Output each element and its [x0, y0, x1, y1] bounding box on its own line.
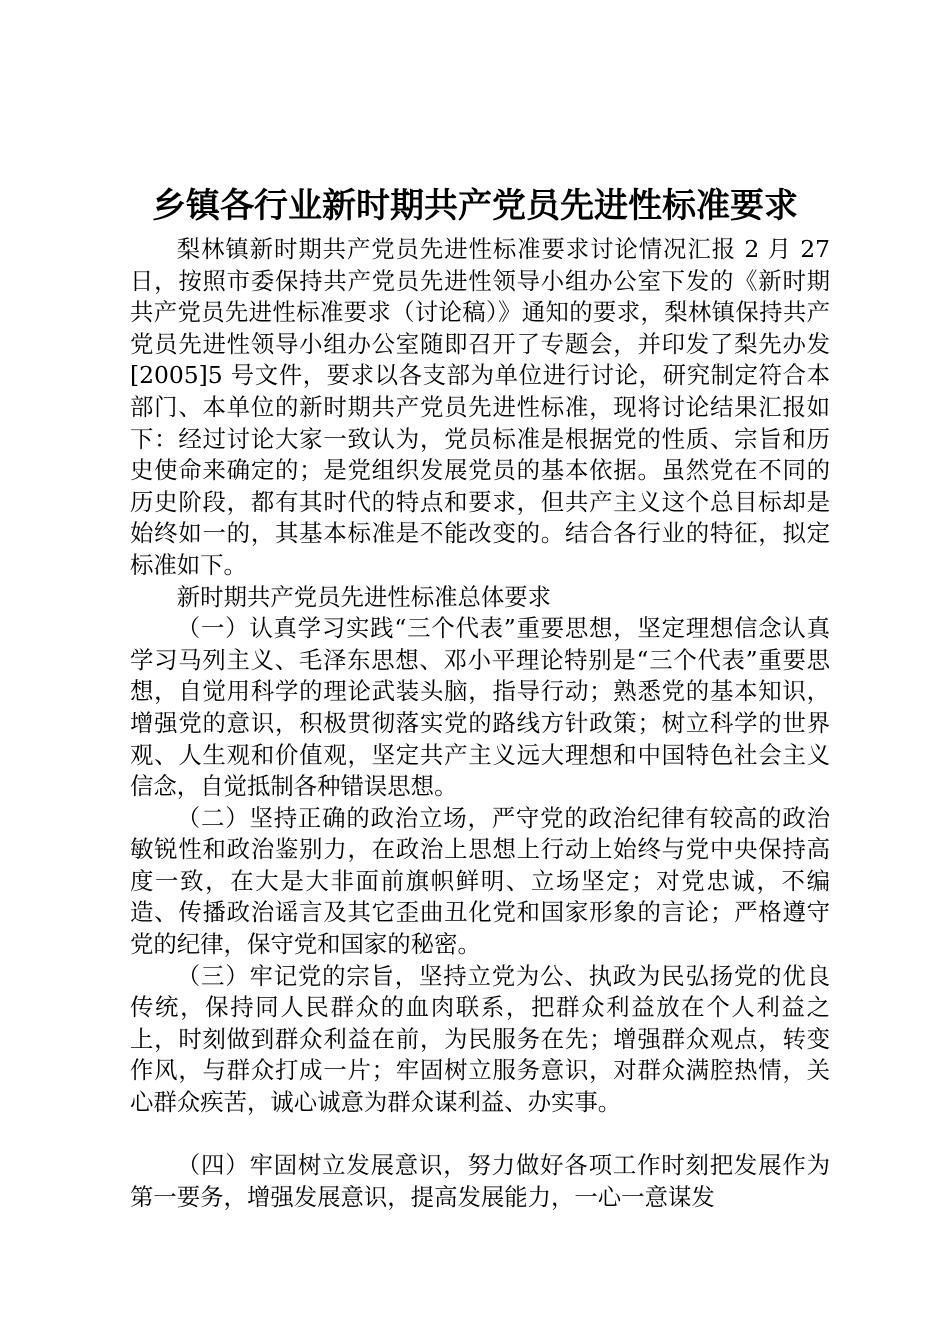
paragraph-item-1: （一）认真学习实践“三个代表”重要思想，坚定理想信念认真学习马列主义、毛泽东思想、邓小平理论特别是“三个代表”重要思想，自觉用科学的理论武装头脑，指导行动；熟悉党的基本知识，增强党的意识，积极贯彻落实党的路线方针政策；树立科学的世界观、人生观和价值观，坚定共产主义远大理想和中国特色社会主义信念，自觉抵制各种错误思想。 — [130, 614, 830, 801]
paragraph-intro: 梨林镇新时期共产党员先进性标准要求讨论情况汇报 2 月 27 日，按照市委保持共产党员先进性领导小组办公室下发的《新时期共产党员先进性标准要求（讨论稿）》通知的要求，梨林镇保持共产党员先进性领导小组办公室随即召开了专题会，并印发了梨先办发[2005]5 号文件，要求以各支部为单位进行讨论，研究制定符合本部门、本单位的新时期共产党员先进性标准，现将讨论结果汇报如下：经过讨论大家一致认为，党员标准是根据党的性质、宗旨和历史使命来确定的；是党组织发展党员的基本依据。虽然党在不同的历史阶段，都有其时代的特点和要求，但共产主义这个总目标却是始终如一的，其基本标准是不能改变的。结合各行业的特征，拟定标准如下。 — [130, 235, 830, 579]
paragraph-item-3: （三）牢记党的宗旨，坚持立党为公、执政为民弘扬党的优良传统，保持同人民群众的血肉联系，把群众利益放在个人利益之上，时刻做到群众利益在前，为民服务在先；增强群众观点，转变作风，与群众打成一片；牢固树立服务意识，对群众满腔热情，关心群众疾苦，诚心诚意为群众谋利益、办实事。 — [130, 961, 830, 1117]
paragraph-section-heading: 新时期共产党员先进性标准总体要求 — [176, 582, 552, 611]
document-title: 乡镇各行业新时期共产党员先进性标准要求 — [152, 186, 798, 226]
document-body — [130, 234, 830, 1213]
paragraph-item-4: （四）牢固树立发展意识，努力做好各项工作时刻把发展作为第一要务，增强发展意识，提高发展能力，一心一意谋发 — [130, 1151, 830, 1211]
paragraph-item-2: （二）坚持正确的政治立场，严守党的政治纪律有较高的政治敏锐性和政治鉴别力，在政治上思想上行动上始终与党中央保持高度一致，在大是大非面前旗帜鲜明、立场坚定；对党忠诚，不编造、传播政治谣言及其它歪曲丑化党和国家形象的言论；严格遵守党的纪律，保守党和国家的秘密。 — [130, 803, 830, 959]
